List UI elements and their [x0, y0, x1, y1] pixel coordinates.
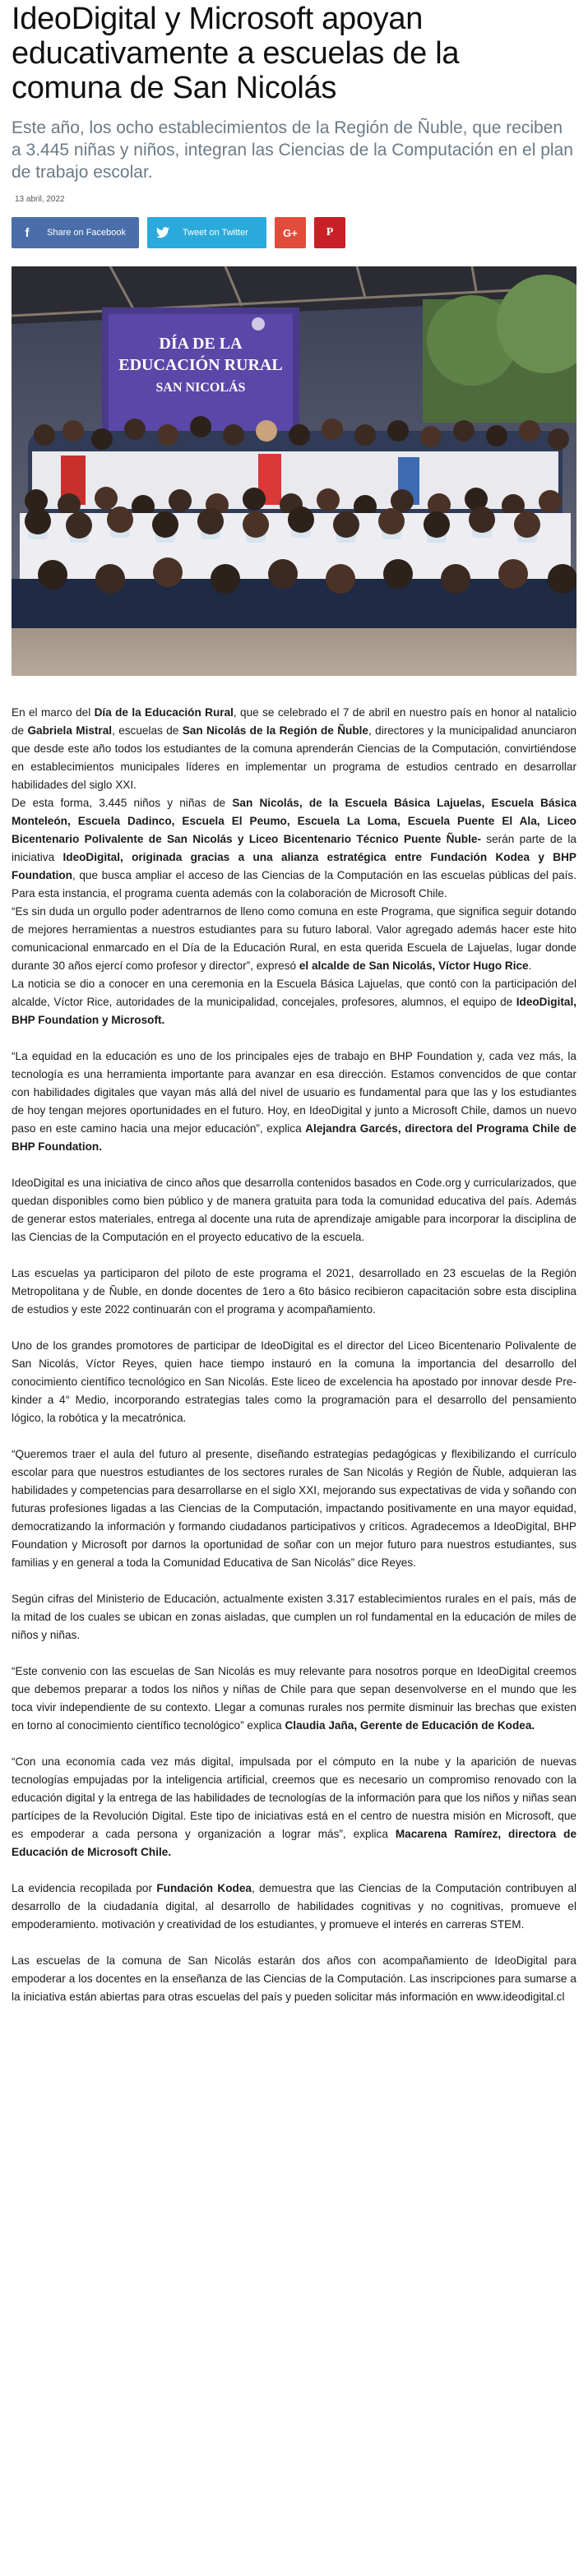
twitter-icon — [147, 227, 178, 238]
share-googleplus-button[interactable] — [275, 217, 306, 248]
spacer — [12, 1861, 576, 1880]
spacer — [12, 1029, 576, 1048]
banner-line-1: DÍA DE LA — [159, 335, 243, 353]
pinterest-icon: P — [326, 226, 334, 238]
spacer — [12, 1644, 576, 1663]
crowd — [12, 416, 576, 628]
share-facebook-label: Share on Facebook — [47, 228, 127, 238]
facebook-icon: f — [25, 225, 30, 240]
googleplus-icon: G+ — [283, 226, 298, 239]
hero-photo — [12, 266, 576, 676]
paragraph: “Queremos traer el aula del futuro al presente, diseñando estrategias pedagógicas y flexibilizando el currículo escolar para que nuestros estudiantes de los sectores rurales de San Nicolás y Región de Ñuble, adquieran las habilidades y competencias para desarrollarse en el siglo XXI, mejorando sus expectativas de vida y soñando con futuras profesiones ligadas a las Ciencias de la Computación, impactando positivamente en una mayor equidad, democratizando la información y formando ciudadanos participativos y críticos. Agradecemos a IdeoDigital, BHP Foundation y Microsoft por darnos la oportunidad de soñar con un mejor futuro para nuestros estudiantes, sus familias y en general a toda la Comunidad Educativa de San Nicolás” dice Reyes. — [12, 1448, 576, 1569]
spacer — [12, 1572, 576, 1590]
paragraph: Uno de los grandes promotores de participar de IdeoDigital es el director del Liceo Bicentenario Polivalente de San Nicolás, Víctor Reyes, quien hace tiempo instauró en la comuna la importancia del desarrollo del conocimiento científico tecnológico en San Nicolás. Este liceo de excelencia ha apostado por innovar desde Pre-kinder a 4° Medio, incorporando estrategias tales como la programación para el desarrollo del pensamiento lógico, la robótica y la mecatrónica. — [12, 1339, 576, 1424]
paragraph: “Este convenio con las escuelas de San Nicolás es muy relevante para nosotros porque en IdeoDigital creemos que debemos preparar a todos los niños y niñas de Chile para que sepan desenvolverse en el mundo que les toca vivir independiente de su contexto. Llegar a comunas rurales nos permite disminuir las brechas que existen en torno al conocimiento científico tecnológico” explica Claudia Jaña, Gerente de Educación de Kodea. — [12, 1665, 576, 1732]
share-facebook-button[interactable] — [12, 217, 139, 248]
paragraph: De esta forma, 3.445 niños y niñas de San Nicolás, de la Escuela Básica Lajuelas, Escuela Básica Monteleón, Escuela Dadinco, Escuela El Peumo, Escuela La Loma, Escuela Puente El Ala, Liceo Bicentenario Polivalente de San Nicolás y Liceo Bicentenario Técnico Puente Ñuble- serán parte de la iniciativa IdeoDigital, originada gracias a una alianza estratégica entre Fundación Kodea y BHP Foundation, que busca ampliar el acceso de las Ciencias de la Computación en las escuelas públicas del país. Para esta instancia, el programa cuenta además con la colaboración de Microsoft Chile. — [12, 797, 576, 900]
share-twitter-label: Tweet on Twitter — [183, 228, 248, 238]
spacer — [12, 1427, 576, 1445]
paragraph: La noticia se dio a conocer en una ceremonia en la Escuela Básica Lajuelas, que contó con la participación del alcalde, Víctor Rice, autoridades de la municipalidad, concejales, profesores, alumnos, el equipo de IdeoDigital, BHP Foundation y Microsoft. — [12, 978, 576, 1026]
spacer — [12, 1156, 576, 1174]
publish-date: 13 abril, 2022 — [15, 195, 65, 204]
paragraph: “Es sin duda un orgullo poder adentrarnos de lleno como comuna en este Programa, que significa seguir dotando de mejores herramientas a nuestros estudiantes para su futuro laboral. Valor agregado además hacer este hito comunicacional enmarcado en el Día de la Educación Rural, en esta querida Escuela de Lajuelas, lugar donde durante 30 años ejercí como profesor y director”, expresó el alcalde de San Nicolás, Víctor Hugo Rice. — [12, 905, 576, 972]
paragraph: Las escuelas de la comuna de San Nicolás estarán dos años con acompañamiento de IdeoDigital para empoderar a los docentes en la enseñanza de las Ciencias de la Computación. Las inscripciones para sumarse a la iniciativa están abiertas para otras escuelas del país y pueden solicitar más información en www.ideodigital.cl — [12, 1954, 576, 2003]
spacer — [12, 1319, 576, 1337]
hero-photo-illustration — [12, 266, 576, 676]
share-twitter-button[interactable] — [147, 217, 266, 248]
paragraph: Las escuelas ya participaron del piloto de este programa el 2021, desarrollado en 23 escuelas de la Región Metropolitana y de Ñuble, en donde docentes de 1ero a 6to básico recibieron capacitación sobre esta disciplina de estudios y este 2022 continuarán con el programa y acompañamiento. — [12, 1267, 576, 1316]
paragraph: “Con una economía cada vez más digital, impulsada por el cómputo en la nube y la aparición de nuevas tecnologías empujadas por la inteligencia artificial, creemos que es necesario un compromiso renovado con la educación digital y la entrega de las habilidades de tecnologías de la información para que los niños y niñas sean partícipes de la Revolución Digital. Este tipo de iniciativas está en el centro de nuestra misión en Microsoft, que es empoderar a cada persona y organización a lograr más”, explica Macarena Ramírez, directora de Educación de Microsoft Chile. — [12, 1755, 577, 1858]
banner-line-3: SAN NICOLÁS — [155, 381, 246, 395]
paragraph: Según cifras del Ministerio de Educación, actualmente existen 3.317 establecimientos rurales en el país, más de la mitad de los cuales se ubican en zonas aisladas, que cumplen un rol fundamental en la educación de miles de niños y niñas. — [12, 1593, 576, 1641]
paragraph: En el marco del Día de la Educación Rural, que se celebrado el 7 de abril en nuestro país en honor al natalicio de Gabriela Mistral, escuelas de San Nicolás de la Región de Ñuble, directores y la municipalidad anunciaron que desde este año todos los estudiantes de la comuna aprenderán Ciencias de la Computación, convirtiéndose en establecimientos municipales líderes en implementar un programa de estudios centrado en desarrollar habilidades del siglo XXI. — [12, 706, 577, 791]
banner-line-2: EDUCACIÓN RURAL — [118, 356, 283, 374]
spacer — [12, 1934, 576, 1952]
spacer — [12, 1246, 576, 1265]
paragraph: La evidencia recopilada por Fundación Kodea, demuestra que las Ciencias de la Computación contribuyen al desarrollo de la ciudadanía digital, al desarrollo de habilidades cognitivas y no cognitivas, promueve el empoderamiento. motivación y creatividad de los estudiantes, y promueve el interés en carreras STEM. — [12, 1882, 576, 1931]
spacer — [12, 1735, 576, 1753]
article-title: IdeoDigital y Microsoft apoyan educativamente a escuelas de la comuna de San Nicolás — [12, 2, 460, 105]
article-body — [12, 704, 576, 2006]
share-pinterest-button[interactable] — [314, 217, 345, 248]
paragraph: “La equidad en la educación es uno de los principales ejes de trabajo en BHP Foundation y, cada vez más, la tecnología es una herramienta importante para avanzar en esa dirección. Estamos convencidos de que contar con habilidades digitales que vayan más allá del nivel de usuario es fundamental para que las y los estudiantes de hoy tengan mejores oportunidades en el futuro. Hoy, en IdeoDigital y junto a Microsoft Chile, damos un nuevo paso en este camino hacia una mejor educación”, explica Alejandra Garcés, directora del Programa Chile de BHP Foundation. — [12, 1050, 576, 1153]
article-subtitle: Este año, los ocho establecimientos de la Región de Ñuble, que reciben a 3.445 niñas y niños, integran las Ciencias de la Computación en el plan de trabajo escolar. — [12, 118, 573, 182]
paragraph: IdeoDigital es una iniciativa de cinco años que desarrolla contenidos basados en Code.org y curricularizados, que quedan disponibles como bien público y de manera gratuita para toda la comunidad educativa del país. Además de generar estos materiales, entrega al docente una ruta de aprendizaje amigable para incorporar la disciplina de las Ciencias de la Computación en el proyecto educativo de la escuela. — [12, 1177, 576, 1243]
share-bar — [12, 217, 576, 248]
